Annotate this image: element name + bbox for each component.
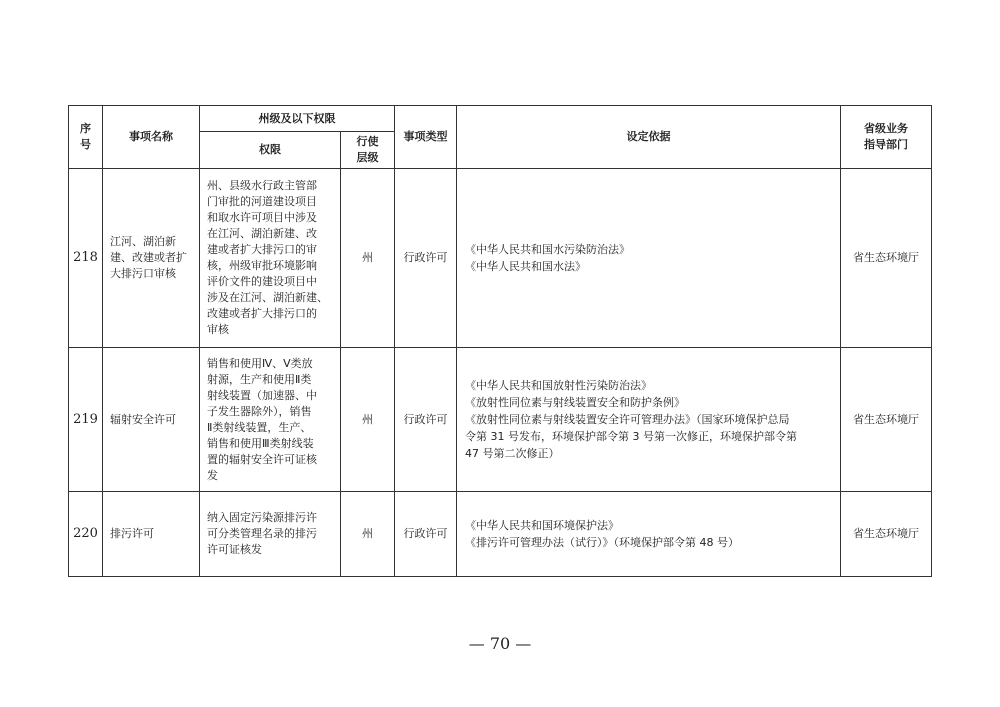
row-name bbox=[103, 492, 200, 577]
row-basis bbox=[457, 348, 841, 492]
header-name: 事项名称 bbox=[103, 106, 200, 169]
header-authority: 权限 bbox=[200, 132, 341, 169]
table-row bbox=[69, 492, 932, 577]
name-line: 辐射安全许可 bbox=[110, 412, 176, 426]
authority-line: 纳入固定污染源排污许 bbox=[207, 511, 317, 524]
authority-line: 审核 bbox=[207, 323, 229, 336]
basis-line: 47 号第二次修正） bbox=[465, 447, 560, 460]
table-row bbox=[69, 169, 932, 348]
basis-line: 《放射性同位素与射线装置安全许可管理办法》（国家环境保护总局 bbox=[465, 413, 790, 426]
authority-line: 和取水许可项目中涉及 bbox=[207, 211, 317, 224]
basis-line: 《中华人民共和国水污染防治法》 bbox=[465, 243, 630, 256]
name-line: 建、改建或者扩 bbox=[110, 251, 187, 264]
authority-line: 评价文件的建设项目中 bbox=[207, 275, 317, 288]
header-level-line: 层级 bbox=[356, 151, 379, 164]
authority-line: 建或者扩大排污口的审 bbox=[207, 243, 317, 256]
authority-line: 改建或者扩大排污口的 bbox=[207, 307, 317, 320]
authority-line: 射源，生产和使用Ⅱ类 bbox=[207, 372, 312, 386]
basis-line: 《中华人民共和国环境保护法》 bbox=[465, 519, 619, 532]
row-dept: 省生态环境厅 bbox=[841, 348, 932, 492]
row-seq: 218 bbox=[69, 169, 103, 348]
row-name bbox=[103, 348, 200, 492]
row-seq: 219 bbox=[69, 348, 103, 492]
header-type: 事项类型 bbox=[395, 106, 457, 169]
header-dept-line: 指导部门 bbox=[864, 138, 908, 151]
authority-line: 销售和使用Ⅳ、Ⅴ类放 bbox=[207, 356, 313, 370]
authority-line: 门审批的河道建设项目 bbox=[207, 195, 317, 208]
header-seq bbox=[69, 106, 103, 169]
row-type: 行政许可 bbox=[395, 348, 457, 492]
header-group: 州级及以下权限 bbox=[200, 106, 395, 132]
row-basis bbox=[457, 492, 841, 577]
row-basis bbox=[457, 169, 841, 348]
basis-line: 《放射性同位素与射线装置安全和防护条例》 bbox=[465, 396, 685, 409]
authority-line: 销售和使用Ⅲ类射线装 bbox=[207, 436, 314, 450]
authority-line: 置的辐射安全许可证核 bbox=[207, 452, 317, 466]
basis-line: 《中华人民共和国水法》 bbox=[465, 260, 586, 273]
authority-line: Ⅱ类射线装置，生产、 bbox=[207, 420, 312, 434]
row-level: 州 bbox=[341, 492, 395, 577]
header-dept-line: 省级业务 bbox=[864, 122, 908, 135]
authority-line: 子发生器除外），销售 bbox=[207, 404, 312, 418]
name-line: 排污许可 bbox=[110, 527, 154, 540]
authority-line: 州、县级水行政主管部 bbox=[207, 179, 317, 192]
name-line: 江河、湖泊新 bbox=[110, 235, 176, 248]
authority-line: 许可证核发 bbox=[207, 543, 262, 556]
row-level: 州 bbox=[341, 169, 395, 348]
header-level bbox=[341, 132, 395, 169]
header-seq-line: 序 bbox=[80, 122, 91, 135]
basis-line: 令第 31 号发布，环境保护部令第 3 号第一次修正，环境保护部令第 bbox=[465, 430, 797, 443]
row-level: 州 bbox=[341, 348, 395, 492]
authority-line: 涉及在江河、湖泊新建、 bbox=[207, 291, 328, 304]
table-row bbox=[69, 348, 932, 492]
row-dept: 省生态环境厅 bbox=[841, 492, 932, 577]
authority-line: 在江河、湖泊新建、改 bbox=[207, 227, 317, 240]
authority-line: 核，州级审批环境影响 bbox=[207, 259, 317, 272]
items-table bbox=[68, 105, 932, 577]
header-seq-line: 号 bbox=[80, 138, 91, 151]
row-seq: 220 bbox=[69, 492, 103, 577]
name-line: 大排污口审核 bbox=[110, 267, 176, 280]
row-dept: 省生态环境厅 bbox=[841, 169, 932, 348]
row-type: 行政许可 bbox=[395, 492, 457, 577]
row-type: 行政许可 bbox=[395, 169, 457, 348]
header-basis: 设定依据 bbox=[457, 106, 841, 169]
page-number: — 70 — bbox=[468, 634, 532, 653]
authority-line: 可分类管理名录的排污 bbox=[207, 527, 317, 540]
basis-line: 《排污许可管理办法（试行）》（环境保护部令第 48 号） bbox=[465, 536, 739, 549]
header-dept bbox=[841, 106, 932, 169]
basis-line: 《中华人民共和国放射性污染防治法》 bbox=[465, 379, 652, 392]
authority-line: 射线装置（加速器、中 bbox=[207, 388, 317, 402]
header-level-line: 行使 bbox=[356, 135, 379, 148]
row-name bbox=[103, 169, 200, 348]
authority-line: 发 bbox=[207, 468, 218, 482]
row-authority bbox=[200, 492, 341, 577]
row-authority bbox=[200, 169, 341, 348]
row-authority bbox=[200, 348, 341, 492]
